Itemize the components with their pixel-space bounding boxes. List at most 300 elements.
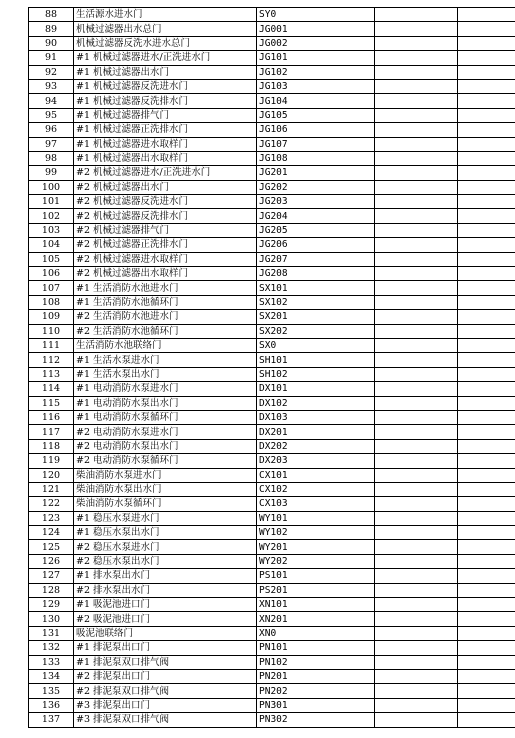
empty-cell [375,554,458,568]
table-row [29,454,515,468]
valve-code: JG107 [257,137,375,151]
valve-name: 柴油消防水泵进水门 [74,468,257,482]
empty-cell [458,526,515,540]
valve-name: #2 电动消防水泵循环门 [74,454,257,468]
empty-cell [375,569,458,583]
empty-cell [375,410,458,424]
table-row [29,252,515,266]
empty-cell [375,439,458,453]
valve-name: #2 排水泵出水门 [74,583,257,597]
empty-cell [458,295,515,309]
valve-code: JG103 [257,79,375,93]
empty-cell [375,338,458,352]
valve-name: #2 排泥泵出口门 [74,669,257,683]
empty-cell [375,482,458,496]
row-number: 127 [29,569,74,583]
empty-cell [458,669,515,683]
empty-cell [375,79,458,93]
empty-cell [458,209,515,223]
empty-cell [458,396,515,410]
valve-code: DX203 [257,454,375,468]
valve-list-body [29,8,515,728]
empty-cell [458,123,515,137]
row-number: 135 [29,684,74,698]
empty-cell [458,22,515,36]
valve-code: JG208 [257,267,375,281]
table-row [29,540,515,554]
empty-cell [458,468,515,482]
empty-cell [375,281,458,295]
empty-cell [375,295,458,309]
table-row [29,36,515,50]
row-number: 107 [29,281,74,295]
valve-name: #2 生活消防水池循环门 [74,324,257,338]
table-row [29,238,515,252]
row-number: 124 [29,526,74,540]
table-row [29,511,515,525]
table-row [29,396,515,410]
empty-cell [458,180,515,194]
valve-name: #2 机械过滤器进水/正洗进水门 [74,166,257,180]
valve-name: #1 生活消防水池进水门 [74,281,257,295]
table-row [29,583,515,597]
row-number: 136 [29,698,74,712]
row-number: 122 [29,497,74,511]
table-row [29,8,515,22]
valve-code: CX101 [257,468,375,482]
empty-cell [458,324,515,338]
valve-code: WY101 [257,511,375,525]
valve-code: PN102 [257,655,375,669]
empty-cell [375,353,458,367]
empty-cell [375,252,458,266]
row-number: 97 [29,137,74,151]
empty-cell [375,598,458,612]
valve-name: 柴油消防水泵出水门 [74,482,257,496]
valve-code: JG203 [257,195,375,209]
table-row [29,497,515,511]
empty-cell [458,310,515,324]
empty-cell [375,94,458,108]
table-row [29,684,515,698]
table-row [29,482,515,496]
row-number: 129 [29,598,74,612]
valve-name: #2 机械过滤器排气门 [74,223,257,237]
valve-code: JG205 [257,223,375,237]
empty-cell [458,8,515,22]
table-row [29,295,515,309]
valve-code: PN302 [257,713,375,727]
row-number: 123 [29,511,74,525]
empty-cell [375,180,458,194]
valve-name: #1 生活水泵出水门 [74,367,257,381]
row-number: 90 [29,36,74,50]
empty-cell [458,36,515,50]
valve-name: #2 电动消防水泵出水门 [74,439,257,453]
row-number: 113 [29,367,74,381]
valve-code: DX202 [257,439,375,453]
table-row [29,713,515,727]
valve-name: #1 电动消防水泵出水门 [74,396,257,410]
valve-code: JG104 [257,94,375,108]
valve-code: JG206 [257,238,375,252]
row-number: 104 [29,238,74,252]
valve-name: #1 机械过滤器出水门 [74,65,257,79]
empty-cell [458,267,515,281]
empty-cell [458,698,515,712]
valve-name: #2 机械过滤器进水取样门 [74,252,257,266]
table-row [29,612,515,626]
table-row [29,94,515,108]
valve-name: #2 生活消防水池进水门 [74,310,257,324]
empty-cell [458,382,515,396]
table-row [29,166,515,180]
row-number: 98 [29,151,74,165]
empty-cell [458,583,515,597]
empty-cell [458,540,515,554]
valve-name: #2 机械过滤器出水取样门 [74,267,257,281]
valve-name: #2 机械过滤器出水门 [74,180,257,194]
table-row [29,79,515,93]
valve-name: 生活源水进水门 [74,8,257,22]
empty-cell [375,310,458,324]
valve-code: JG106 [257,123,375,137]
valve-code: DX102 [257,396,375,410]
empty-cell [375,324,458,338]
row-number: 93 [29,79,74,93]
empty-cell [375,166,458,180]
row-number: 121 [29,482,74,496]
row-number: 116 [29,410,74,424]
valve-name: #1 稳压水泵出水门 [74,526,257,540]
valve-name: #1 机械过滤器排气门 [74,108,257,122]
empty-cell [458,612,515,626]
table-row [29,137,515,151]
empty-cell [375,684,458,698]
empty-cell [375,669,458,683]
empty-cell [458,108,515,122]
valve-name: #2 排泥泵双口排气阀 [74,684,257,698]
valve-code: JG202 [257,180,375,194]
valve-name: #1 生活消防水池循环门 [74,295,257,309]
empty-cell [375,425,458,439]
empty-cell [375,151,458,165]
valve-code: WY202 [257,554,375,568]
row-number: 110 [29,324,74,338]
empty-cell [375,641,458,655]
empty-cell [375,526,458,540]
row-number: 109 [29,310,74,324]
empty-cell [375,454,458,468]
table-row [29,468,515,482]
empty-cell [375,655,458,669]
row-number: 108 [29,295,74,309]
valve-code: PN301 [257,698,375,712]
empty-cell [458,94,515,108]
valve-code: SX0 [257,338,375,352]
valve-code: JG204 [257,209,375,223]
table-row [29,151,515,165]
table-row [29,267,515,281]
empty-cell [375,108,458,122]
empty-cell [375,713,458,727]
empty-cell [375,51,458,65]
empty-cell [375,698,458,712]
valve-code: JG001 [257,22,375,36]
valve-name: #2 稳压水泵进水门 [74,540,257,554]
valve-code: PN201 [257,669,375,683]
table-row [29,554,515,568]
empty-cell [375,583,458,597]
empty-cell [375,36,458,50]
valve-code: JG201 [257,166,375,180]
empty-cell [458,195,515,209]
table-row [29,324,515,338]
valve-name: 机械过滤器出水总门 [74,22,257,36]
empty-cell [458,454,515,468]
table-row [29,223,515,237]
table-row [29,367,515,381]
valve-name: #3 排泥泵出口门 [74,698,257,712]
row-number: 111 [29,338,74,352]
valve-name: 吸泥池联络门 [74,626,257,640]
table-row [29,338,515,352]
valve-name: #1 排水泵出水门 [74,569,257,583]
empty-cell [458,166,515,180]
empty-cell [458,410,515,424]
table-row [29,382,515,396]
valve-name: 机械过滤器反洗水进水总门 [74,36,257,50]
valve-code: DX103 [257,410,375,424]
table-row [29,22,515,36]
empty-cell [375,137,458,151]
valve-code: WY201 [257,540,375,554]
valve-name: #1 排泥泵双口排气阀 [74,655,257,669]
empty-cell [375,22,458,36]
empty-cell [375,396,458,410]
valve-code: PN101 [257,641,375,655]
row-number: 103 [29,223,74,237]
table-row [29,526,515,540]
valve-name: 生活消防水池联络门 [74,338,257,352]
valve-code: SX201 [257,310,375,324]
empty-cell [458,511,515,525]
empty-cell [458,554,515,568]
row-number: 112 [29,353,74,367]
valve-code: SH101 [257,353,375,367]
empty-cell [375,238,458,252]
valve-name: #2 机械过滤器反洗进水门 [74,195,257,209]
empty-cell [375,612,458,626]
empty-cell [375,367,458,381]
empty-cell [458,439,515,453]
table-row [29,180,515,194]
valve-code: PN202 [257,684,375,698]
row-number: 117 [29,425,74,439]
empty-cell [458,598,515,612]
table-row [29,123,515,137]
empty-cell [458,569,515,583]
valve-name: #1 电动消防水泵进水门 [74,382,257,396]
valve-code: JG207 [257,252,375,266]
empty-cell [458,626,515,640]
table-row [29,598,515,612]
empty-cell [375,382,458,396]
empty-cell [375,223,458,237]
row-number: 133 [29,655,74,669]
valve-name: #2 机械过滤器反洗排水门 [74,209,257,223]
valve-code: WY102 [257,526,375,540]
row-number: 105 [29,252,74,266]
row-number: 96 [29,123,74,137]
table-row [29,310,515,324]
table-row [29,425,515,439]
table-row [29,569,515,583]
row-number: 92 [29,65,74,79]
table-row [29,655,515,669]
valve-name: #1 机械过滤器出水取样门 [74,151,257,165]
row-number: 91 [29,51,74,65]
empty-cell [458,252,515,266]
row-number: 137 [29,713,74,727]
empty-cell [458,497,515,511]
valve-code: PS201 [257,583,375,597]
row-number: 114 [29,382,74,396]
row-number: 131 [29,626,74,640]
row-number: 134 [29,669,74,683]
empty-cell [458,151,515,165]
row-number: 120 [29,468,74,482]
table-row [29,353,515,367]
valve-code: SH102 [257,367,375,381]
valve-list-table [28,7,515,728]
valve-name: #1 机械过滤器正洗排水门 [74,123,257,137]
empty-cell [375,468,458,482]
row-number: 100 [29,180,74,194]
row-number: 128 [29,583,74,597]
table-row [29,439,515,453]
empty-cell [375,511,458,525]
table-row [29,108,515,122]
valve-code: SY0 [257,8,375,22]
table-row [29,51,515,65]
table-row [29,669,515,683]
table-row [29,209,515,223]
row-number: 102 [29,209,74,223]
empty-cell [458,65,515,79]
empty-cell [458,713,515,727]
valve-code: JG108 [257,151,375,165]
valve-name: #2 稳压水泵出水门 [74,554,257,568]
empty-cell [375,626,458,640]
table-row [29,195,515,209]
valve-code: JG002 [257,36,375,50]
row-number: 89 [29,22,74,36]
valve-name: #1 吸泥池进口门 [74,598,257,612]
valve-name: #2 电动消防水泵进水门 [74,425,257,439]
table-row [29,626,515,640]
valve-name: #1 排泥泵出口门 [74,641,257,655]
row-number: 88 [29,8,74,22]
valve-code: CX102 [257,482,375,496]
valve-code: CX103 [257,497,375,511]
empty-cell [375,195,458,209]
valve-name: #1 机械过滤器反洗进水门 [74,79,257,93]
valve-code: XN0 [257,626,375,640]
empty-cell [375,209,458,223]
row-number: 95 [29,108,74,122]
valve-name: #3 排泥泵双口排气阀 [74,713,257,727]
row-number: 132 [29,641,74,655]
row-number: 115 [29,396,74,410]
empty-cell [458,79,515,93]
valve-code: SX102 [257,295,375,309]
valve-name: #1 机械过滤器进水取样门 [74,137,257,151]
row-number: 125 [29,540,74,554]
empty-cell [458,338,515,352]
row-number: 118 [29,439,74,453]
valve-name: #1 机械过滤器反洗排水门 [74,94,257,108]
empty-cell [458,137,515,151]
valve-code: JG101 [257,51,375,65]
empty-cell [375,267,458,281]
empty-cell [375,497,458,511]
valve-code: PS101 [257,569,375,583]
row-number: 130 [29,612,74,626]
valve-name: #1 电动消防水泵循环门 [74,410,257,424]
empty-cell [458,353,515,367]
table-row [29,698,515,712]
empty-cell [458,281,515,295]
empty-cell [458,425,515,439]
valve-code: XN101 [257,598,375,612]
row-number: 126 [29,554,74,568]
empty-cell [458,655,515,669]
table-row [29,410,515,424]
valve-name: #1 生活水泵进水门 [74,353,257,367]
row-number: 99 [29,166,74,180]
row-number: 106 [29,267,74,281]
valve-name: #1 机械过滤器进水/正洗进水门 [74,51,257,65]
empty-cell [458,223,515,237]
empty-cell [458,482,515,496]
row-number: 101 [29,195,74,209]
empty-cell [375,123,458,137]
valve-name: #2 机械过滤器正洗排水门 [74,238,257,252]
valve-name: 柴油消防水泵循环门 [74,497,257,511]
valve-code: SX202 [257,324,375,338]
row-number: 119 [29,454,74,468]
valve-code: XN201 [257,612,375,626]
empty-cell [458,641,515,655]
valve-name: #1 稳压水泵进水门 [74,511,257,525]
empty-cell [375,8,458,22]
empty-cell [458,238,515,252]
empty-cell [375,65,458,79]
valve-code: JG102 [257,65,375,79]
empty-cell [458,367,515,381]
empty-cell [458,684,515,698]
row-number: 94 [29,94,74,108]
valve-name: #2 吸泥池进口门 [74,612,257,626]
table-row [29,641,515,655]
table-row [29,65,515,79]
valve-code: JG105 [257,108,375,122]
empty-cell [458,51,515,65]
table-row [29,281,515,295]
valve-code: DX201 [257,425,375,439]
valve-code: SX101 [257,281,375,295]
